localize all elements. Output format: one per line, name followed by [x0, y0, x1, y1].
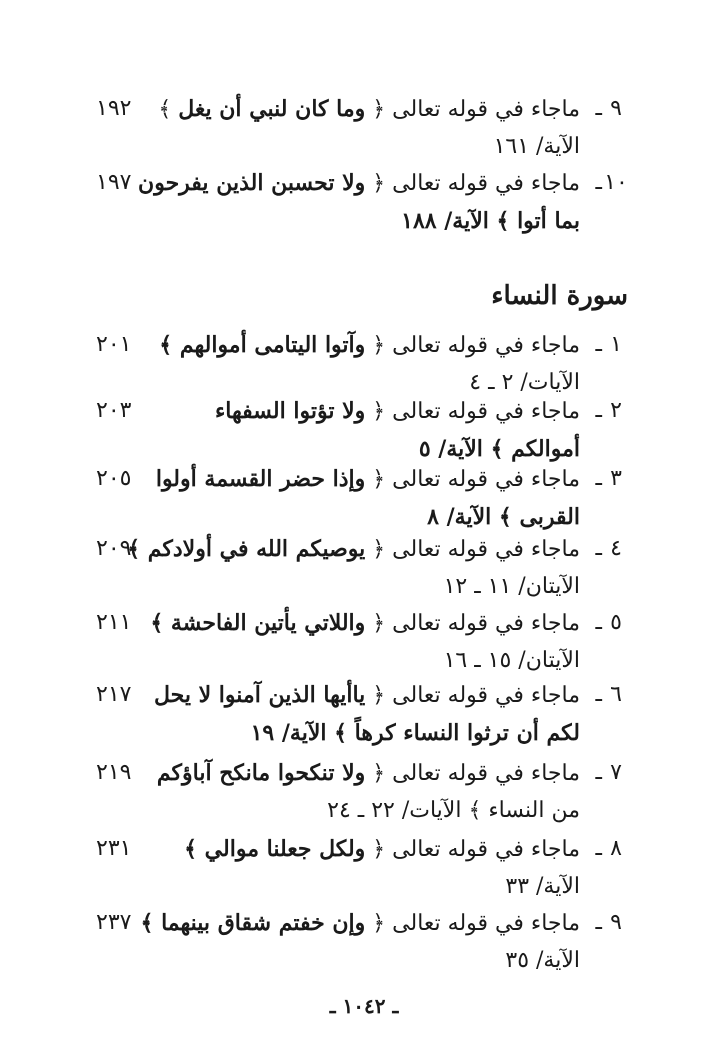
- entry-line-2: [96, 792, 628, 830]
- entry-quote: يوصيكم الله في أولادكم ﴾: [127, 536, 366, 562]
- entry-page-number: ٢٠٩: [96, 536, 132, 561]
- entry-line-2: [96, 128, 628, 166]
- entry-line-1: [96, 604, 628, 642]
- entry-number: ٣: [610, 466, 622, 491]
- entry-text: ماجاء في قوله تعالى ﴿ يوصيكم الله في أولادكم ﴾: [127, 536, 580, 562]
- entry-line-2: [96, 568, 628, 606]
- entry-number: ٢: [610, 398, 622, 423]
- entry-text: ماجاء في قوله تعالى ﴿ وآتوا اليتامى أموالهم ﴾: [159, 332, 580, 358]
- entry-text: ماجاء في قوله تعالى ﴿ ياأيها الذين آمنوا لا يحل: [153, 682, 580, 708]
- entry-line-2: [96, 202, 628, 240]
- entry-dash: ـ: [595, 536, 602, 561]
- entry-dash: ـ: [595, 332, 602, 357]
- entry-line-1: [96, 164, 628, 202]
- entry-number: ١٠: [604, 170, 628, 195]
- entry-prefix: ماجاء في قوله تعالى: [392, 97, 580, 122]
- entry-continuation: الآية/ ٣٣: [505, 874, 580, 899]
- entry-prefix: ماجاء في قوله تعالى: [392, 333, 580, 358]
- entry-line-2: [96, 714, 628, 752]
- entry-dash: ـ: [595, 96, 602, 121]
- entry-page-number: ١٩٧: [96, 170, 132, 195]
- entry-quote: ولكل جعلنا موالي ﴾: [184, 836, 366, 862]
- entry-continuation: لكم أن ترثوا النساء كرهاً ﴾ الآية/ ١٩: [250, 720, 580, 746]
- entry-dash: ـ: [595, 466, 602, 491]
- entry-line-2: [96, 942, 628, 980]
- section-title: سورة النساء: [491, 281, 628, 311]
- entry-number: ٥: [610, 610, 622, 635]
- entry-text: ماجاء في قوله تعالى ﴿ وإن خفتم شقاق بينهما ﴾: [140, 910, 580, 936]
- toc-entry: [96, 904, 628, 980]
- entry-line-1: [96, 904, 628, 942]
- entry-line-1: [96, 530, 628, 568]
- entry-line-2: [96, 868, 628, 906]
- entry-number: ٤: [610, 536, 622, 561]
- entry-number: ٦: [610, 682, 622, 707]
- entry-prefix: ماجاء في قوله تعالى: [392, 761, 580, 786]
- entry-page-number: ٢٠٥: [96, 466, 132, 491]
- entry-number: ٧: [610, 760, 622, 785]
- toc-entry: [96, 676, 628, 752]
- entry-continuation: الآيتان/ ١١ ـ ١٢: [443, 574, 580, 599]
- entry-quote: ياأيها الذين آمنوا لا يحل: [153, 682, 366, 708]
- entry-page-number: ١٩٢: [96, 96, 132, 121]
- entry-page-number: ٢٠٣: [96, 398, 132, 423]
- entry-number: ٩: [610, 910, 622, 935]
- entry-line-1: [96, 754, 628, 792]
- entry-line-1: [96, 460, 628, 498]
- entry-number: ٩: [610, 96, 622, 121]
- toc-entry: [96, 392, 628, 468]
- entry-page-number: ٢٣٧: [96, 910, 132, 935]
- entry-quote: ولا تنكحوا مانكح آباؤكم: [156, 760, 366, 786]
- entry-text: ماجاء في قوله تعالى ﴿ وما كان لنبي أن يغل ﴾: [158, 96, 580, 122]
- entry-dash: ـ: [595, 760, 602, 785]
- entry-dash: ـ: [595, 398, 602, 423]
- toc-entry: [96, 460, 628, 536]
- entry-text: ماجاء في قوله تعالى ﴿ ولكل جعلنا موالي ﴾: [184, 836, 580, 862]
- entry-page-number: ٢١٧: [96, 682, 132, 707]
- entry-continuation: القربى ﴾ الآية/ ٨: [427, 504, 580, 530]
- entry-text: ماجاء في قوله تعالى ﴿ ولا تؤتوا السفهاء: [214, 398, 580, 424]
- toc-entry: [96, 604, 628, 680]
- entry-text: ماجاء في قوله تعالى ﴿ ولا تنكحوا مانكح آباؤكم: [156, 760, 580, 786]
- entry-dash: ـ: [595, 910, 602, 935]
- entry-quote: ولا تؤتوا السفهاء: [214, 398, 366, 424]
- entry-quote: وإن خفتم شقاق بينهما ﴾: [140, 910, 366, 936]
- entry-continuation: الآية/ ٣٥: [505, 948, 580, 973]
- toc-entry: [96, 90, 628, 166]
- entry-page-number: ٢٣١: [96, 836, 132, 861]
- entry-continuation: أموالكم ﴾ الآية/ ٥: [418, 436, 580, 462]
- entry-quote: واللاتي يأتين الفاحشة ﴾: [150, 610, 366, 636]
- entry-prefix: ماجاء في قوله تعالى: [392, 399, 580, 424]
- entry-text: ماجاء في قوله تعالى ﴿ واللاتي يأتين الفاحشة ﴾: [150, 610, 580, 636]
- entry-continuation: الآيتان/ ١٥ ـ ١٦: [443, 648, 580, 673]
- entry-number: ٨: [610, 836, 622, 861]
- entry-line-1: [96, 326, 628, 364]
- toc-entry: [96, 326, 628, 402]
- entry-page-number: ٢١١: [96, 610, 132, 635]
- entry-line-1: [96, 830, 628, 868]
- entry-line-1: [96, 392, 628, 430]
- entry-continuation: الآية/ ١٦١: [493, 134, 580, 159]
- entry-continuation: من النساء ﴾ الآيات/ ٢٢ ـ ٢٤: [327, 798, 580, 823]
- entry-prefix: ماجاء في قوله تعالى: [392, 911, 580, 936]
- entry-page-number: ٢٠١: [96, 332, 132, 357]
- entry-dash: ـ: [595, 682, 602, 707]
- entry-prefix: ماجاء في قوله تعالى: [392, 467, 580, 492]
- entry-dash: ـ: [595, 836, 602, 861]
- entry-prefix: ماجاء في قوله تعالى: [392, 837, 580, 862]
- entry-prefix: ماجاء في قوله تعالى: [392, 537, 580, 562]
- entry-dash: ـ: [595, 610, 602, 635]
- entry-number: ١: [610, 332, 622, 357]
- toc-entry: [96, 830, 628, 906]
- entry-continuation: بما أتوا ﴾ الآية/ ١٨٨: [401, 208, 580, 234]
- entry-continuation: الآيات/ ٢ ـ ٤: [469, 370, 580, 395]
- entry-prefix: ماجاء في قوله تعالى: [392, 683, 580, 708]
- page-footer-number: ـ ١٠٤٢ ـ: [329, 994, 399, 1018]
- entry-quote: وآتوا اليتامى أموالهم ﴾: [159, 332, 366, 358]
- toc-entry: [96, 754, 628, 830]
- toc-entry: [96, 164, 628, 240]
- entry-page-number: ٢١٩: [96, 760, 132, 785]
- entry-line-1: [96, 676, 628, 714]
- entry-quote: وإذا حضر القسمة أولوا: [155, 466, 366, 492]
- entry-dash: ـ: [595, 170, 602, 195]
- entry-prefix: ماجاء في قوله تعالى: [392, 171, 580, 196]
- entry-line-1: [96, 90, 628, 128]
- entry-quote: ولا تحسبن الذين يفرحون: [138, 170, 366, 196]
- entry-quote: وما كان لنبي أن يغل: [178, 96, 366, 122]
- entry-text: ماجاء في قوله تعالى ﴿ وإذا حضر القسمة أولوا: [155, 466, 580, 492]
- entry-text: ماجاء في قوله تعالى ﴿ ولا تحسبن الذين يفرحون: [138, 170, 580, 196]
- toc-entry: [96, 530, 628, 606]
- entry-line-2: [96, 642, 628, 680]
- entry-prefix: ماجاء في قوله تعالى: [392, 611, 580, 636]
